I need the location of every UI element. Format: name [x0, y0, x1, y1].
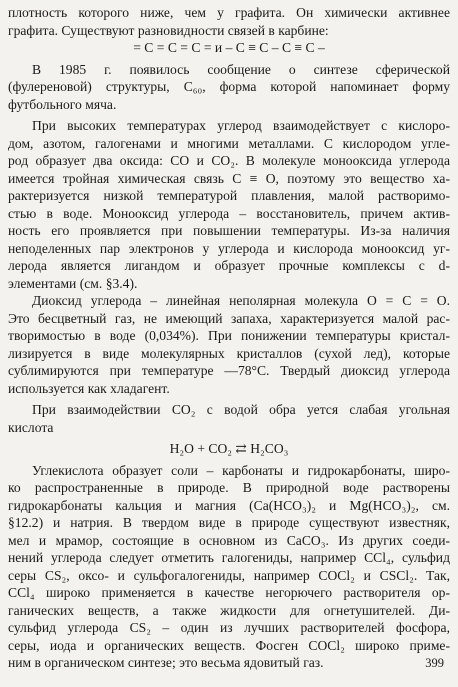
text-line: CCl₄ широко применяется в качестве негорючего растворителя ор-: [8, 585, 450, 600]
equation-line: H₂O + CO₂ ⇄ H₂CO₃: [169, 441, 289, 456]
text-line: имеется тройная химическая связь C ≡ O, поэтому это вещество ха-: [8, 170, 450, 186]
text-line: рактеризуется низкой температурой плавления, малой растворимо-: [8, 188, 450, 203]
text-line: футбольного мяча.: [8, 96, 117, 112]
text-line: дом, азотом, галогенами и многими металлами. С кислородом угле-: [8, 135, 450, 151]
text-line: лерода является лигандом и образует прочные комплексы с d-: [8, 258, 450, 273]
text-line: нений углерода следует отметить галогениды, например CCl₄, сульфид: [8, 550, 450, 565]
text-line: При высоких температурах углерод взаимодействует с кислоро-: [32, 118, 450, 133]
text-line: При взаимодействии CO₂ с водой обра уется слабая угольная: [32, 402, 450, 417]
text-line: род образует два оксида: CO и CO₂. В молекуле монооксида углерода: [8, 153, 450, 168]
text-line: гидрокарбонаты кальция и магния (Ca(HCO₃)₂ и Mg(HCO₃)₂, см.: [8, 497, 450, 513]
text-line: серы CS₂, оксо- и сульфогалогениды, например COCl₂ и CSCl₂. Так,: [8, 567, 450, 583]
text-line: неподеленных пар электронов у углерода и кислорода монооксид уг-: [8, 240, 450, 256]
text-line: В 1985 г. появилось сообщение о синтезе сферической: [32, 61, 450, 77]
text-line: (фулереновой) структуры, C₆₀, форма которой напоминает форму: [8, 79, 450, 94]
text-line: творимостью в воде (0,034%). При понижении температуры кристал-: [8, 328, 450, 343]
text-line: графита. Существуют разновидности связей в карбине:: [8, 22, 329, 38]
text-line: элементами (см. §3.4).: [8, 275, 138, 291]
page-number: 399: [425, 656, 444, 670]
text-line: кислота: [8, 419, 54, 435]
text-line: §12.2) и натрия. В твердом виде в природе существуют известняк,: [8, 515, 450, 530]
text-line: лизируется в виде молекулярных кристаллов (сухой лед), которые: [8, 345, 450, 361]
text-line: ность его проявляется при повышении температуры. Из-за наличия: [8, 223, 450, 238]
text-line: Это бесцветный газ, не имеющий запаха, характеризуется малой рас-: [8, 310, 450, 326]
body-text: [8, 4, 450, 672]
text-line: серы, иода и органических веществ. Фосген COCl₂ широко приме-: [8, 637, 450, 653]
text-line: ганических веществ, а также жидкости для огнетушителей. Ди-: [8, 602, 450, 618]
text-line: Углекислота образует соли – карбонаты и гидрокарбонаты, широ-: [32, 462, 450, 478]
text-line: Диоксид углерода – линейная неполярная молекула O = C = O.: [32, 293, 450, 308]
text-line: стью в воде. Монооксид углерода – восстановитель, причем актив-: [8, 205, 450, 221]
text-line: плотность которого ниже, чем у графита. Он химически активнее: [8, 5, 450, 20]
text-line: сульфид углерода CS₂ – один из лучших растворителей фосфора,: [8, 620, 450, 635]
text-line: мел и мрамор, состоящие в основном из CaCO₃. Из других соеди-: [8, 532, 450, 548]
text-line: ко распространенные в природе. В природной воде растворены: [8, 480, 450, 495]
text-line: используется как хладагент.: [8, 380, 170, 396]
text-line: сублимируются при температуре —78°C. Твердый диоксид углерода: [8, 363, 450, 378]
text-line: ним в органическом синтезе; это весьма ядовитый газ.: [8, 655, 324, 670]
equation-line: = C = C = C = и – C ≡ C – C ≡ C –: [133, 40, 325, 55]
